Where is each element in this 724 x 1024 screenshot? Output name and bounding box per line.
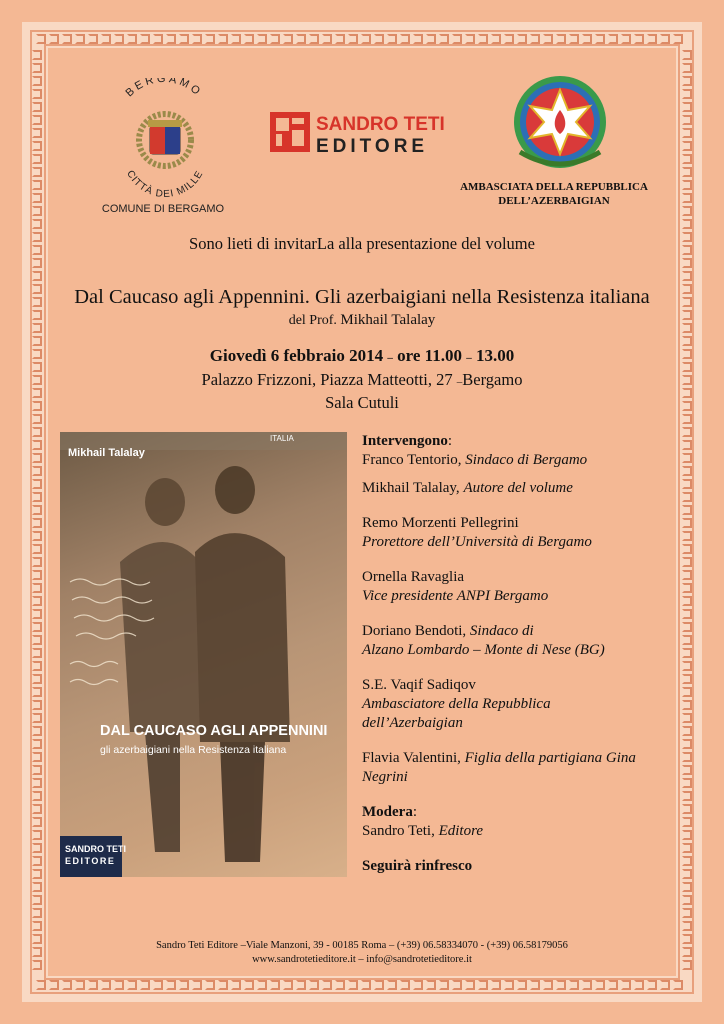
meander-tile xyxy=(32,895,42,905)
meander-tile xyxy=(32,843,42,853)
meander-tile xyxy=(32,596,42,606)
meander-tile xyxy=(257,980,267,990)
meander-tile xyxy=(32,115,42,125)
meander-tile xyxy=(32,661,42,671)
meander-tile xyxy=(192,34,202,44)
meander-tile xyxy=(32,544,42,554)
place-name: Palazzo Frizzoni, Piazza Matteotti, 27 xyxy=(201,370,453,389)
meander-tile xyxy=(32,193,42,203)
byline xyxy=(0,312,724,329)
meander-tile xyxy=(101,980,111,990)
meander-tile xyxy=(32,752,42,762)
book-cover-image xyxy=(60,432,347,877)
meander-tile xyxy=(32,414,42,424)
meander-tile xyxy=(556,980,566,990)
speaker-item xyxy=(362,514,682,552)
speakers-list xyxy=(362,432,682,886)
book-title: Dal Caucaso agli Appennini. Gli azerbaigiani nella Resistenza italiana xyxy=(74,286,650,308)
meander-tile xyxy=(530,34,540,44)
meander-tile xyxy=(682,895,692,905)
meander-tile xyxy=(660,34,670,44)
speaker-role: Prorettore dell’Università di Bergamo xyxy=(362,534,592,550)
meander-tile xyxy=(62,34,72,44)
meander-tile xyxy=(32,271,42,281)
meander-tile xyxy=(439,34,449,44)
meander-tile xyxy=(32,336,42,346)
bergamo-motto-text: CITTÀ DEI MILLE xyxy=(124,168,206,201)
meander-tile xyxy=(335,980,345,990)
meander-tile xyxy=(682,154,692,164)
meander-tile xyxy=(682,115,692,125)
meander-tile xyxy=(682,167,692,177)
meander-tile xyxy=(595,980,605,990)
meander-tile xyxy=(682,700,692,710)
meander-tile xyxy=(270,34,280,44)
meander-tile xyxy=(682,63,692,73)
meander-pattern-top xyxy=(36,34,683,44)
meander-tile xyxy=(682,583,692,593)
speaker-role: Figlia della partigiana Gina xyxy=(464,750,636,766)
meander-tile xyxy=(32,466,42,476)
partisan-photo-icon xyxy=(120,466,290,862)
meander-tile xyxy=(517,34,527,44)
meander-tile xyxy=(32,869,42,879)
meander-tile xyxy=(543,34,553,44)
meander-tile xyxy=(179,980,189,990)
meander-tile xyxy=(682,479,692,489)
meander-tile xyxy=(62,980,72,990)
meander-tile xyxy=(682,791,692,801)
bergamo-top-text: BERGAMO xyxy=(123,78,205,100)
meander-tile xyxy=(517,980,527,990)
speaker-role: Sindaco di xyxy=(469,623,534,639)
meander-tile xyxy=(166,980,176,990)
meander-tile xyxy=(32,622,42,632)
meander-tile xyxy=(296,34,306,44)
meander-tile xyxy=(348,980,358,990)
speakers-heading: Intervengono xyxy=(362,433,448,449)
meander-tile xyxy=(32,427,42,437)
meander-tile xyxy=(32,154,42,164)
speaker-role-cont: dell’Azerbaigian xyxy=(362,715,463,731)
event-place xyxy=(0,370,724,390)
meander-tile xyxy=(32,882,42,892)
speaker-name: S.E. Vaqif Sadiqov xyxy=(362,677,476,693)
event-time-end: 13.00 xyxy=(475,346,515,365)
meander-tile xyxy=(32,817,42,827)
meander-tile xyxy=(32,674,42,684)
meander-tile xyxy=(682,336,692,346)
meander-tile xyxy=(205,34,215,44)
meander-tile xyxy=(400,980,410,990)
meander-tile xyxy=(257,34,267,44)
meander-tile xyxy=(426,34,436,44)
meander-tile xyxy=(582,34,592,44)
meander-tile xyxy=(682,505,692,515)
meander-tile xyxy=(192,980,202,990)
speaker-role: Vice presidente ANPI Bergamo xyxy=(362,588,549,604)
meander-tile xyxy=(682,414,692,424)
meander-tile xyxy=(682,726,692,736)
speaker-name: Remo Morzenti Pellegrini xyxy=(362,515,519,531)
invitation-text: Sono lieti di invitarLa alla presentazione del volume xyxy=(189,234,535,253)
meander-tile xyxy=(682,76,692,86)
footer-contacts: www.sandrotetieditore.it – info@sandrotetieditore.it xyxy=(252,954,472,965)
meander-tile xyxy=(32,479,42,489)
meander-tile xyxy=(218,980,228,990)
meander-tile xyxy=(682,50,692,60)
meander-tile xyxy=(374,980,384,990)
meander-tile xyxy=(75,34,85,44)
meander-tile xyxy=(682,219,692,229)
meander-tile xyxy=(595,34,605,44)
bergamo-crest-icon xyxy=(139,114,191,166)
meander-tile xyxy=(32,687,42,697)
meander-tile xyxy=(682,713,692,723)
meander-tile xyxy=(32,726,42,736)
meander-tile xyxy=(682,661,692,671)
meander-tile xyxy=(32,583,42,593)
meander-tile xyxy=(682,869,692,879)
moderator-name: Sandro Teti, xyxy=(362,823,439,839)
meander-tile xyxy=(682,258,692,268)
meander-tile xyxy=(682,648,692,658)
meander-tile xyxy=(621,980,631,990)
event-room: Sala Cutuli xyxy=(325,393,399,412)
place-city: Bergamo xyxy=(462,370,523,389)
meander-tile xyxy=(569,980,579,990)
meander-tile xyxy=(682,778,692,788)
meander-tile xyxy=(465,980,475,990)
meander-tile xyxy=(49,34,59,44)
meander-tile xyxy=(75,980,85,990)
meander-tile xyxy=(634,980,644,990)
meander-tile xyxy=(32,648,42,658)
time-separator: – xyxy=(466,352,472,364)
meander-tile xyxy=(32,557,42,567)
meander-tile xyxy=(127,34,137,44)
meander-tile xyxy=(309,34,319,44)
meander-tile xyxy=(32,128,42,138)
meander-tile xyxy=(309,980,319,990)
meander-tile xyxy=(335,34,345,44)
meander-tile xyxy=(114,980,124,990)
meander-tile xyxy=(608,34,618,44)
azerbaijan-embassy-caption xyxy=(448,180,660,208)
meander-tile xyxy=(101,34,111,44)
meander-tile xyxy=(491,34,501,44)
meander-tile xyxy=(374,34,384,44)
meander-tile xyxy=(218,34,228,44)
meander-tile xyxy=(32,830,42,840)
meander-tile xyxy=(361,980,371,990)
meander-tile xyxy=(322,34,332,44)
footer-address: Sandro Teti Editore –Viale Manzoni, 39 - 00185 Roma – (+39) 06.58334070 - (+39) 06.58179056 xyxy=(156,940,568,951)
meander-tile xyxy=(673,980,683,990)
meander-tile xyxy=(682,843,692,853)
meander-pattern-bottom xyxy=(36,980,683,990)
meander-tile xyxy=(140,980,150,990)
meander-tile xyxy=(49,980,59,990)
meander-tile xyxy=(504,980,514,990)
meander-tile xyxy=(283,980,293,990)
teti-name: SANDRO TETI xyxy=(316,114,445,135)
az-caption-line2: DELL’AZERBAIGIAN xyxy=(498,195,610,207)
meander-tile xyxy=(569,34,579,44)
meander-tile xyxy=(413,34,423,44)
meander-tile xyxy=(32,505,42,515)
speaker-name: Doriano Bendoti, xyxy=(362,623,470,639)
meander-tile xyxy=(608,980,618,990)
meander-tile xyxy=(621,34,631,44)
speaker-item xyxy=(362,479,682,498)
meander-tile xyxy=(179,34,189,44)
cover-title: DAL CAUCASO AGLI APPENNINI xyxy=(100,723,328,739)
meander-tile xyxy=(114,34,124,44)
speaker-item xyxy=(362,749,682,787)
meander-tile xyxy=(426,980,436,990)
speaker-item xyxy=(362,676,682,733)
meander-tile xyxy=(491,980,501,990)
meander-tile xyxy=(32,180,42,190)
meander-tile xyxy=(32,102,42,112)
speaker-role: Sindaco di Bergamo xyxy=(465,452,588,468)
meander-tile xyxy=(400,34,410,44)
meander-tile xyxy=(88,34,98,44)
meander-tile xyxy=(205,980,215,990)
event-time-start: ore 11.00 xyxy=(397,346,462,365)
meander-tile xyxy=(682,271,692,281)
meander-tile xyxy=(231,980,241,990)
meander-tile xyxy=(32,63,42,73)
meander-tile xyxy=(32,700,42,710)
meander-tile xyxy=(682,687,692,697)
meander-tile xyxy=(32,609,42,619)
meander-tile xyxy=(231,34,241,44)
speaker-role-cont: Negrini xyxy=(362,769,408,785)
cover-author: Mikhail Talalay xyxy=(68,447,145,459)
speaker-role: Autore del volume xyxy=(463,480,573,496)
meander-tile xyxy=(32,219,42,229)
meander-tile xyxy=(478,980,488,990)
meander-tile xyxy=(32,804,42,814)
meander-tile xyxy=(682,622,692,632)
meander-tile xyxy=(647,34,657,44)
meander-tile xyxy=(682,635,692,645)
meander-tile xyxy=(682,596,692,606)
teti-editore: EDITORE xyxy=(316,136,429,157)
azerbaijan-star-icon xyxy=(514,76,606,168)
meander-tile xyxy=(166,34,176,44)
speaker-role-cont: Alzano Lombardo – Monte di Nese (BG) xyxy=(362,642,605,658)
bergamo-caption: COMUNE DI BERGAMO xyxy=(101,203,225,215)
meander-pattern-right xyxy=(682,50,692,970)
cover-publisher-name: SANDRO TETI xyxy=(65,844,127,854)
svg-text:CITTÀ DEI MILLE xyxy=(124,169,206,200)
meander-tile xyxy=(270,980,280,990)
meander-tile xyxy=(682,557,692,567)
speaker-name: Ornella Ravaglia xyxy=(362,569,465,585)
meander-tile xyxy=(556,34,566,44)
meander-tile xyxy=(682,882,692,892)
meander-tile xyxy=(32,206,42,216)
moderator-block: Modera: Sandro Teti, Editore xyxy=(362,804,484,839)
meander-tile xyxy=(32,570,42,580)
teti-mark-icon xyxy=(270,112,310,152)
meander-tile xyxy=(682,752,692,762)
meander-tile xyxy=(682,440,692,450)
meander-tile xyxy=(32,908,42,918)
azerbaijan-emblem xyxy=(500,72,620,182)
svg-text:BERGAMO xyxy=(124,78,205,99)
meander-tile xyxy=(682,518,692,528)
meander-tile xyxy=(32,141,42,151)
moderator-role: Editore xyxy=(438,823,484,839)
meander-tile xyxy=(32,856,42,866)
meander-tile xyxy=(32,50,42,60)
meander-tile xyxy=(361,34,371,44)
meander-tile xyxy=(32,765,42,775)
meander-tile xyxy=(682,817,692,827)
meander-tile xyxy=(153,980,163,990)
meander-tile xyxy=(682,908,692,918)
meander-tile xyxy=(634,34,644,44)
meander-tile xyxy=(682,180,692,190)
meander-tile xyxy=(387,980,397,990)
meander-tile xyxy=(682,804,692,814)
cover-publisher-editore: EDITORE xyxy=(65,856,116,866)
meander-tile xyxy=(682,531,692,541)
meander-tile xyxy=(682,427,692,437)
meander-tile xyxy=(682,830,692,840)
meander-tile xyxy=(387,34,397,44)
meander-tile xyxy=(244,980,254,990)
speaker-role: Ambasciatore della Repubblica xyxy=(362,696,551,712)
meander-tile xyxy=(682,544,692,554)
meander-tile xyxy=(140,34,150,44)
comune-di-bergamo-logo xyxy=(88,78,238,218)
moderator-heading: Modera xyxy=(362,804,413,820)
meander-tile xyxy=(682,921,692,931)
meander-tile xyxy=(530,980,540,990)
meander-tile xyxy=(32,440,42,450)
meander-tile xyxy=(673,34,683,44)
closing-note: Seguirà rinfresco xyxy=(362,858,473,874)
meander-tile xyxy=(582,980,592,990)
speaker-name: Mikhail Talalay, xyxy=(362,480,464,496)
cover-map-label: ITALIA xyxy=(270,434,294,443)
meander-tile xyxy=(32,635,42,645)
meander-tile xyxy=(413,980,423,990)
meander-tile xyxy=(647,980,657,990)
meander-tile xyxy=(452,980,462,990)
meander-tile xyxy=(32,531,42,541)
meander-tile xyxy=(348,34,358,44)
meander-tile xyxy=(682,674,692,684)
meander-tile xyxy=(32,739,42,749)
meander-tile xyxy=(682,128,692,138)
meander-tile xyxy=(32,76,42,86)
meander-tile xyxy=(32,921,42,931)
sandro-teti-editore-logo xyxy=(270,108,450,158)
meander-tile xyxy=(682,570,692,580)
meander-tile xyxy=(478,34,488,44)
meander-tile xyxy=(682,206,692,216)
meander-tile xyxy=(36,34,46,44)
meander-tile xyxy=(32,89,42,99)
meander-tile xyxy=(504,34,514,44)
meander-tile xyxy=(682,856,692,866)
meander-tile xyxy=(682,765,692,775)
event-date xyxy=(0,346,724,366)
meander-tile xyxy=(682,466,692,476)
cover-subtitle: gli azerbaigiani nella Resistenza italiana xyxy=(100,744,287,756)
meander-tile xyxy=(127,980,137,990)
meander-tile xyxy=(32,778,42,788)
meander-tile xyxy=(543,980,553,990)
speakers-heading-block: Intervengono: Franco Tentorio, Sindaco di Bergamo xyxy=(362,433,588,468)
meander-tile xyxy=(682,193,692,203)
meander-tile xyxy=(32,453,42,463)
meander-tile xyxy=(682,609,692,619)
place-separator: – xyxy=(456,376,463,388)
speaker-item xyxy=(362,568,682,606)
meander-tile xyxy=(283,34,293,44)
event-day: Giovedì 6 febbraio 2014 xyxy=(209,346,384,365)
meander-tile xyxy=(32,492,42,502)
meander-tile xyxy=(88,980,98,990)
meander-tile xyxy=(32,258,42,268)
meander-tile xyxy=(36,980,46,990)
meander-tile xyxy=(244,34,254,44)
meander-tile xyxy=(682,453,692,463)
meander-tile xyxy=(32,791,42,801)
meander-tile xyxy=(439,980,449,990)
meander-tile xyxy=(682,739,692,749)
meander-tile xyxy=(682,492,692,502)
speaker-name: Franco Tentorio, xyxy=(362,452,466,468)
meander-tile xyxy=(660,980,670,990)
meander-tile xyxy=(322,980,332,990)
meander-tile xyxy=(452,34,462,44)
meander-tile xyxy=(465,34,475,44)
meander-tile xyxy=(32,713,42,723)
meander-tile xyxy=(32,518,42,528)
az-caption-line1: AMBASCIATA DELLA REPUBBLICA xyxy=(460,181,648,193)
speaker-name: Flavia Valentini, xyxy=(362,750,465,766)
meander-pattern-left xyxy=(32,50,42,970)
meander-tile xyxy=(296,980,306,990)
speaker-item xyxy=(362,622,682,660)
byline-prefix: del Prof. xyxy=(288,313,337,328)
meander-tile xyxy=(153,34,163,44)
author-name: Mikhail Talalay xyxy=(340,312,436,328)
date-separator: – xyxy=(387,352,393,364)
meander-tile xyxy=(682,141,692,151)
meander-tile xyxy=(682,102,692,112)
meander-tile xyxy=(682,89,692,99)
meander-tile xyxy=(32,167,42,177)
